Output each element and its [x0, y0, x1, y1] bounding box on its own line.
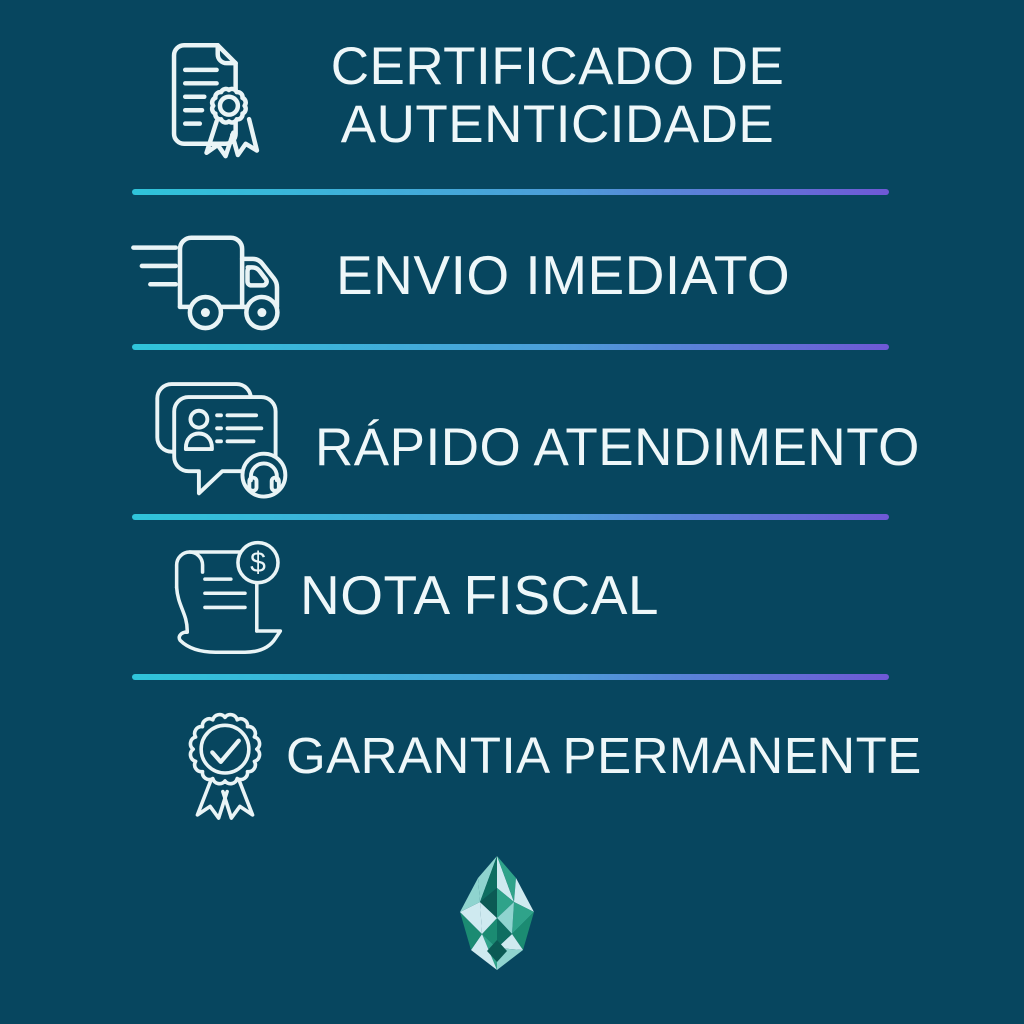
- benefit-label-garantia: GARANTIA PERMANENTE: [286, 727, 922, 784]
- benefit-label-atendimento: RÁPIDO ATENDIMENTO: [315, 418, 920, 477]
- divider-line: [132, 514, 889, 520]
- guarantee-rosette-check-icon: [172, 700, 278, 828]
- benefit-label-line2: AUTENTICIDADE: [340, 95, 775, 154]
- benefit-label-line1: CERTIFICADO DE: [330, 37, 785, 96]
- invoice-scroll-dollar-icon: [136, 532, 321, 664]
- benefit-label-nota-fiscal: NOTA FISCAL: [300, 564, 659, 626]
- divider-line: [132, 674, 889, 680]
- chat-support-headset-icon: [130, 375, 312, 505]
- gem-logo: [447, 850, 547, 980]
- benefit-label-envio: ENVIO IMEDIATO: [336, 244, 791, 306]
- benefit-label-certificado: [270, 38, 845, 154]
- certificate-seal-icon: [155, 32, 267, 166]
- delivery-truck-icon: [122, 225, 310, 345]
- svg-text:$: $: [250, 546, 266, 579]
- divider-line: [132, 344, 889, 350]
- divider-line: [132, 189, 889, 195]
